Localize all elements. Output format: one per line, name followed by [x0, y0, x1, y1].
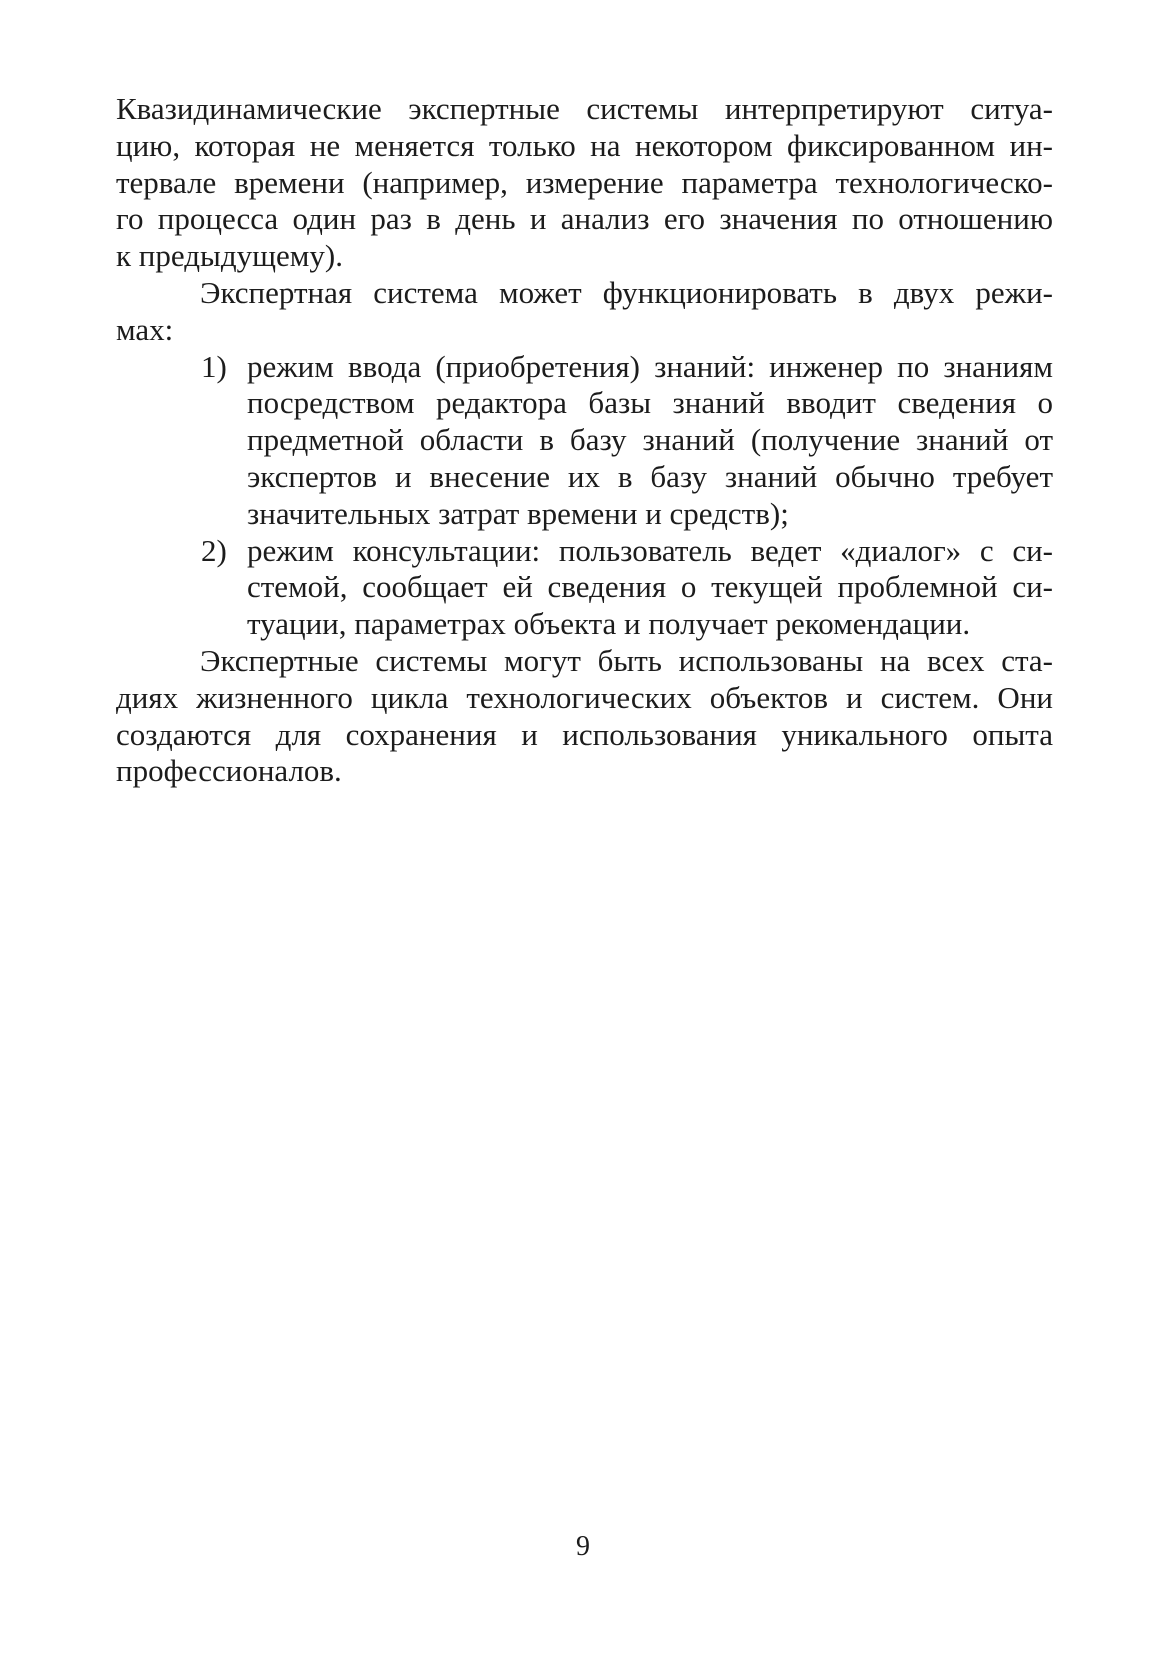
text-line: экспертов и внесение их в базу знаний обычно требует: [247, 458, 1053, 494]
paragraph-applications: [116, 643, 1053, 790]
text-line: го процесса один раз в день и анализ его значения по отношению: [116, 201, 1053, 237]
text-line: профессионалов.: [116, 753, 342, 789]
text-line: к предыдущему).: [116, 238, 343, 274]
list-item-consultation-mode: [201, 532, 1053, 643]
text-line: значительных затрат времени и средств);: [247, 495, 789, 531]
paragraph-quasidynamic: [116, 91, 1053, 275]
text-line: посредством редактора базы знаний вводит сведения о: [247, 385, 1053, 421]
text-line: туации, параметрах объекта и получает рекомендации.: [247, 606, 971, 642]
text-line: режим ввода (приобретения) знаний: инженер по знаниям: [247, 348, 1053, 384]
list-marker: 1): [201, 348, 227, 384]
text-line: Экспертная система может функционировать в двух режи-: [200, 274, 1053, 310]
text-line: режим консультации: пользователь ведет «диалог» с си-: [247, 532, 1053, 568]
paragraph-modes-intro: [116, 275, 1053, 349]
text-line: тервале времени (например, измерение параметра технологическо-: [116, 164, 1053, 200]
text-line: диях жизненного цикла технологических объектов и систем. Они: [116, 679, 1053, 715]
text-line: Экспертные системы могут быть использованы на всех ста-: [200, 642, 1053, 678]
page-body: [116, 91, 1053, 790]
list-marker: 2): [201, 532, 227, 568]
page-number: 9: [576, 1531, 590, 1562]
text-line: Квазидинамические экспертные системы интерпретируют ситуа-: [116, 91, 1053, 126]
text-line: мах:: [116, 311, 174, 347]
text-line: цию, которая не меняется только на некотором фиксированном ин-: [116, 127, 1053, 163]
text-line: предметной области в базу знаний (получение знаний от: [247, 422, 1053, 458]
text-line: стемой, сообщает ей сведения о текущей проблемной си-: [247, 569, 1053, 605]
text-line: создаются для сохранения и использования уникального опыта: [116, 716, 1053, 752]
list-item-knowledge-input-mode: [201, 348, 1053, 533]
